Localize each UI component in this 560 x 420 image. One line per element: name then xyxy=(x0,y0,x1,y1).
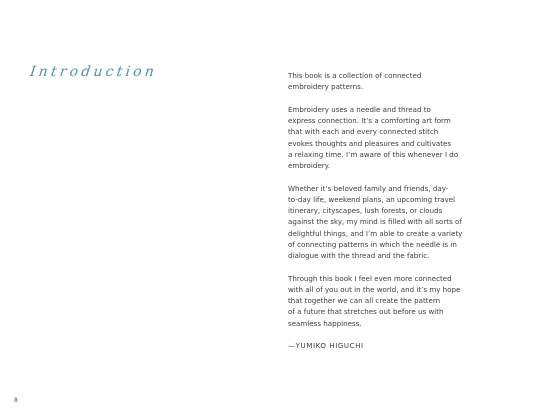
paragraph-2 xyxy=(288,104,536,172)
text-line: Whether it’s beloved family and friends, day- xyxy=(288,183,449,193)
paragraph-1 xyxy=(288,70,536,93)
text-line: evokes thoughts and pleasures and cultivates xyxy=(288,138,452,148)
text-line: express connection. It’s a comforting art form xyxy=(288,116,451,125)
text-line: with all of you out in the world, and it’s my hope xyxy=(288,284,461,294)
text-line: of connecting patterns in which the needle is in xyxy=(288,239,457,249)
text-line: against the sky, my mind is filled with all sorts of xyxy=(288,217,462,227)
paragraph-4 xyxy=(288,273,536,329)
text-line: to-day life, weekend plans, an upcoming travel xyxy=(288,194,456,204)
text-line: This book is a collection of connected xyxy=(288,71,422,80)
text-line: embroidery. xyxy=(288,161,331,170)
text-line: itinerary, cityscapes, lush forests, or clouds xyxy=(288,206,443,215)
text-line: delightful things, and I’m able to create a variety xyxy=(288,228,463,238)
text-line: a relaxing time. I’m aware of this whenever I do xyxy=(288,149,459,159)
chapter-title: Introduction xyxy=(28,64,159,80)
text-line: of a future that stretches out before us with xyxy=(288,307,444,317)
text-line: Embroidery uses a needle and thread to xyxy=(288,104,431,114)
page-number: 8 xyxy=(14,397,18,404)
author-signature: —YUMIKO HIGUCHI xyxy=(288,341,364,350)
paragraph-3 xyxy=(288,183,536,262)
text-line: embroidery patterns. xyxy=(288,82,364,92)
text-line: seamless happiness. xyxy=(288,318,362,328)
text-line: that with each and every connected stitch xyxy=(288,127,439,137)
text-line: that together we can all create the pattern xyxy=(288,296,441,305)
introduction-body xyxy=(288,70,536,351)
text-line: dialogue with the thread and the fabric. xyxy=(288,251,430,260)
text-line: Through this book I feel even more connected xyxy=(288,273,452,283)
